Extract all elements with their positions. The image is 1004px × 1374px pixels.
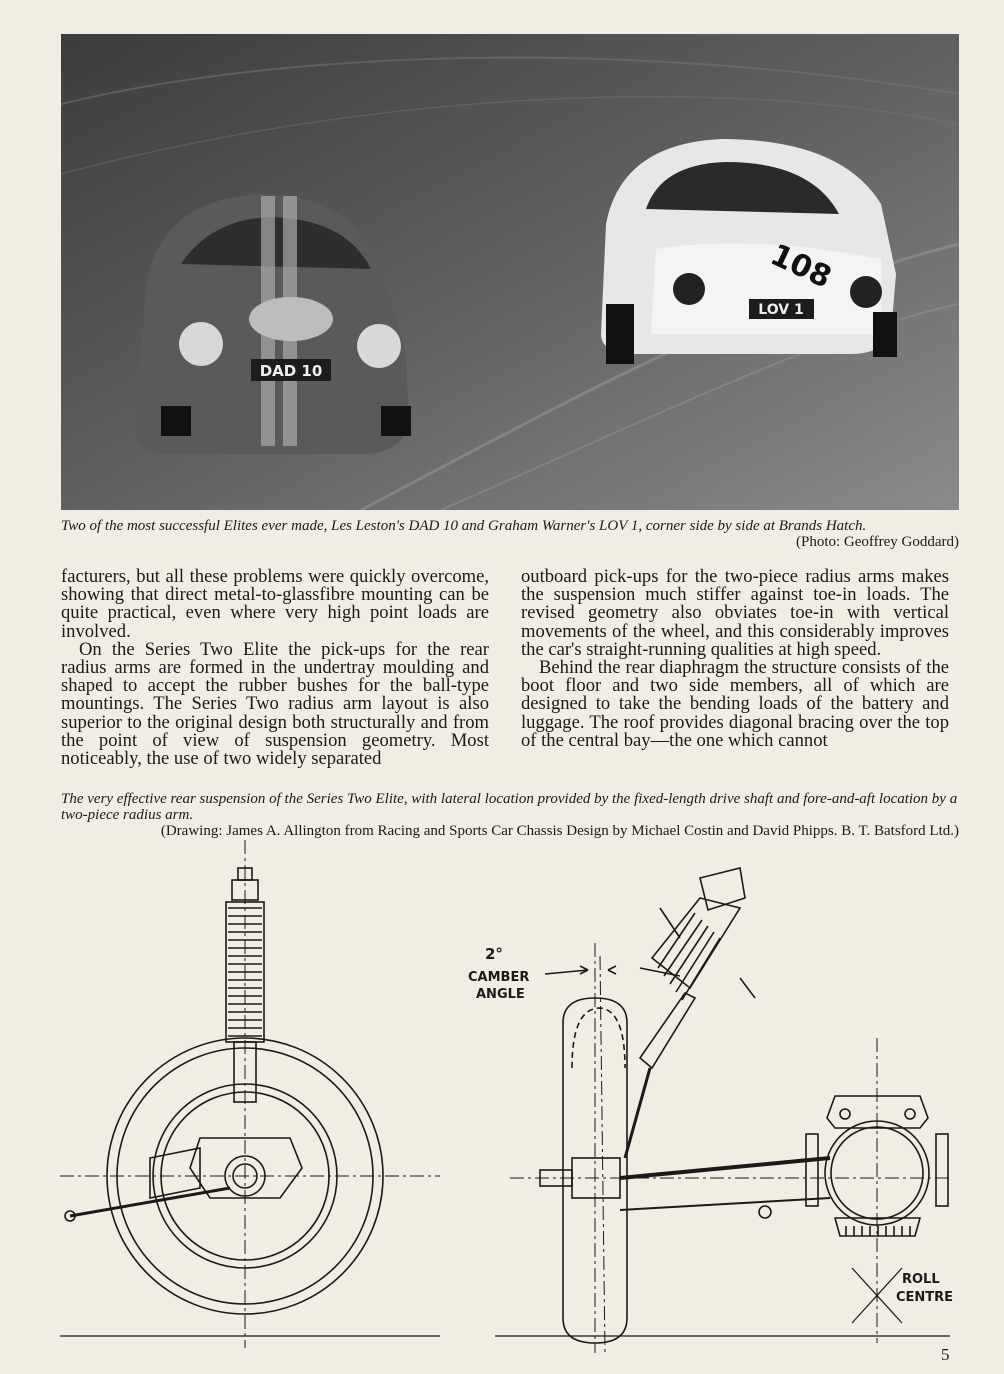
photo-caption — [61, 518, 959, 550]
page-number: 5 — [941, 1345, 950, 1364]
drawing-caption-text: The very effective rear suspension of the Series Two Elite, with lateral location provided by the fixed-length drive shaft and fore-and-aft location by a two-piece radius arm. — [61, 791, 958, 823]
plate-lov1: LOV 1 — [758, 302, 804, 318]
photo-caption-text: Two of the most successful Elites ever made, Les Leston's DAD 10 and Graham Warner's LOV 1, corner side by side at Brands Hatch. — [61, 518, 867, 534]
angle-label: ANGLE — [476, 987, 525, 1002]
body-column-left — [61, 568, 489, 768]
centre-label: CENTRE — [896, 1290, 954, 1305]
race-number-108: 108 — [765, 237, 837, 296]
roll-label: ROLL — [902, 1272, 940, 1287]
race-photo — [61, 34, 959, 510]
side-view — [60, 840, 440, 1348]
plate-dad10: DAD 10 — [259, 362, 323, 380]
camber-value: 2° — [485, 945, 503, 963]
drawing-credit: (Drawing: James A. Allington from Racing and Sports Car Chassis Design by Michael Costin and David Phipps. B. T. Batsford Ltd.) — [160, 823, 959, 839]
drawing-caption — [61, 791, 959, 839]
paragraph: facturers, but all these problems were quickly overcome, showing that direct metal-to-glassfibre mounting can be quite practical, even where very high point loads are involved. — [61, 566, 489, 642]
paragraph: Behind the rear diaphragm the structure consists of the boot floor and two side members, all of which are designed to take the bending loads of the battery and luggage. The roof provides diagonal bracing over the top of the central bay—the one which cannot — [521, 657, 949, 751]
rear-view — [495, 868, 950, 1353]
suspension-drawing — [40, 838, 970, 1358]
damper-strut — [625, 868, 755, 1158]
photo-credit: (Photo: Geoffrey Goddard) — [795, 534, 959, 550]
paragraph: On the Series Two Elite the pick-ups for the rear radius arms are formed in the undertray moulding and shaped to accept the rubber bushes for the ball-type mountings. The Series Two radius arm layout is also superior to the original design both structurally and from the point of view of suspension geometry. Most noticeably, the use of two widely separated — [61, 638, 489, 770]
body-column-right — [521, 568, 949, 750]
camber-label: CAMBER — [468, 970, 530, 985]
paragraph: outboard pick-ups for the two-piece radius arms makes the suspension much stiffer against toe-in loads. The revised geometry also obviates toe-in with vertical movements of the wheel, and this considerably improves the car's straight-running qualities at high speed. — [521, 566, 949, 660]
